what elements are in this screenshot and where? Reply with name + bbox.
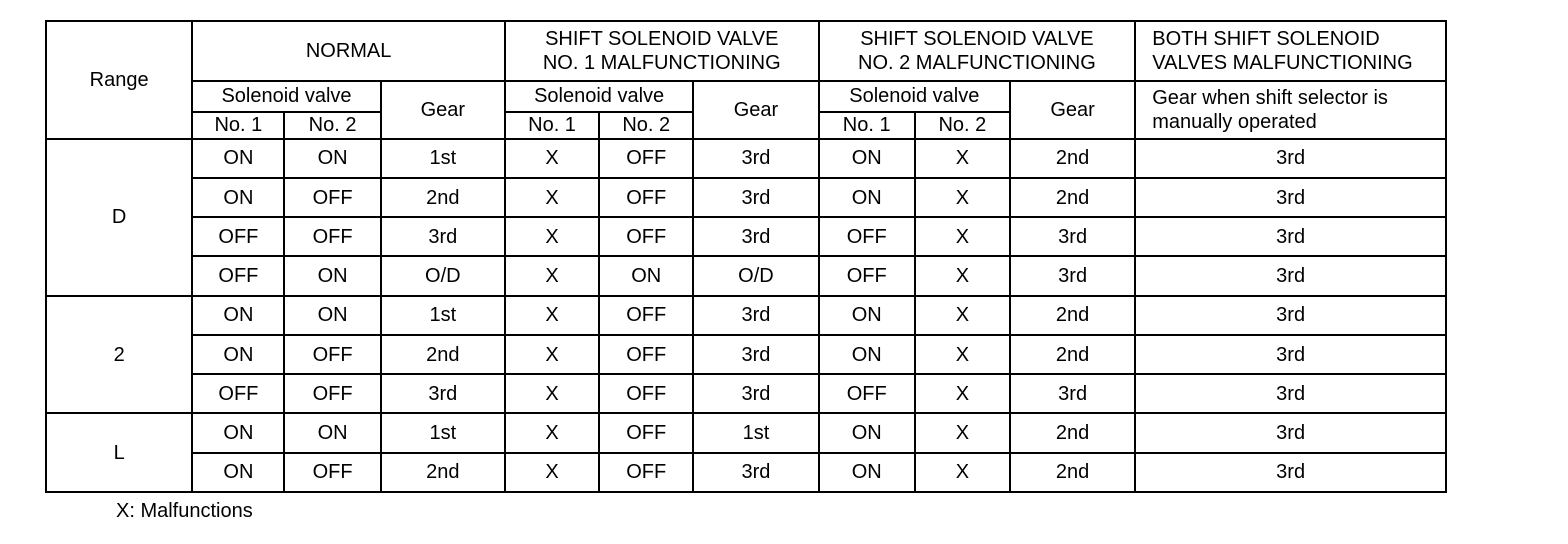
- table-row: [46, 139, 1446, 178]
- valve1-no1-cell: X: [505, 374, 599, 413]
- range-label: D: [46, 139, 192, 296]
- normal-gear-cell: 1st: [381, 296, 505, 335]
- table-row: [46, 413, 1446, 452]
- valve2-no1-cell: OFF: [819, 374, 915, 413]
- valve2-gear-cell: 2nd: [1010, 335, 1135, 374]
- valve2-no1-cell: ON: [819, 178, 915, 217]
- valve1-gear-cell: 3rd: [693, 374, 818, 413]
- normal-solenoid-header: Solenoid valve: [192, 81, 380, 111]
- table-row: [46, 296, 1446, 335]
- valve2-no2-cell: X: [915, 453, 1010, 492]
- valve2-no1-cell: ON: [819, 296, 915, 335]
- normal-no1-cell: ON: [192, 335, 284, 374]
- valve1-solenoid-header: Solenoid valve: [505, 81, 693, 111]
- table-row: [46, 178, 1446, 217]
- valve2-no1-cell: ON: [819, 413, 915, 452]
- valve1-gear-cell: 3rd: [693, 296, 818, 335]
- valve1-no2-cell: OFF: [599, 453, 693, 492]
- valve2-malfunction-header: [819, 21, 1136, 81]
- valve1-no1-cell: X: [505, 256, 599, 295]
- valve2-no2-cell: X: [915, 178, 1010, 217]
- normal-gear-cell: 1st: [381, 413, 505, 452]
- normal-no2-cell: ON: [284, 256, 380, 295]
- valve2-gear-cell: 3rd: [1010, 217, 1135, 256]
- valve2-no1-cell: ON: [819, 453, 915, 492]
- valve1-no1-cell: X: [505, 139, 599, 178]
- table-row: [46, 335, 1446, 374]
- valve2-header-line1: SHIFT SOLENOID VALVE: [860, 28, 1094, 51]
- both-malfunction-header: [1135, 21, 1446, 81]
- manual-gear-cell: 3rd: [1135, 178, 1446, 217]
- valve2-no1-cell: OFF: [819, 217, 915, 256]
- normal-no1-cell: ON: [192, 139, 284, 178]
- normal-no2-cell: OFF: [284, 453, 380, 492]
- normal-no2-cell: ON: [284, 296, 380, 335]
- valve2-no2-cell: X: [915, 335, 1010, 374]
- normal-no1-header: No. 1: [192, 112, 284, 139]
- normal-gear-cell: 2nd: [381, 178, 505, 217]
- normal-header: NORMAL: [192, 21, 505, 81]
- table-row: [46, 217, 1446, 256]
- normal-gear-cell: 1st: [381, 139, 505, 178]
- normal-no2-cell: ON: [284, 139, 380, 178]
- valve1-no1-cell: X: [505, 217, 599, 256]
- valve2-no2-cell: X: [915, 374, 1010, 413]
- manual-gear-cell: 3rd: [1135, 413, 1446, 452]
- manual-gear-cell: 3rd: [1135, 453, 1446, 492]
- valve1-no2-cell: ON: [599, 256, 693, 295]
- valve1-no2-cell: OFF: [599, 296, 693, 335]
- normal-gear-cell: O/D: [381, 256, 505, 295]
- valve1-gear-cell: 3rd: [693, 335, 818, 374]
- valve1-gear-cell: 3rd: [693, 178, 818, 217]
- valve1-gear-cell: 3rd: [693, 139, 818, 178]
- valve2-no2-cell: X: [915, 256, 1010, 295]
- normal-gear-cell: 2nd: [381, 335, 505, 374]
- normal-no1-cell: ON: [192, 453, 284, 492]
- valve2-header-line2: NO. 2 MALFUNCTIONING: [858, 52, 1096, 75]
- manual-gear-cell: 3rd: [1135, 256, 1446, 295]
- normal-no2-cell: OFF: [284, 178, 380, 217]
- valve2-no2-cell: X: [915, 296, 1010, 335]
- valve1-no1-header: No. 1: [505, 112, 599, 139]
- header-row-1: [46, 21, 1446, 81]
- valve1-no2-cell: OFF: [599, 413, 693, 452]
- both-header-line1: BOTH SHIFT SOLENOID: [1152, 28, 1380, 51]
- header-row-2: [46, 81, 1446, 111]
- valve1-no1-cell: X: [505, 453, 599, 492]
- valve2-gear-header: Gear: [1010, 81, 1135, 138]
- valve1-gear-cell: 3rd: [693, 453, 818, 492]
- valve2-gear-cell: 2nd: [1010, 453, 1135, 492]
- manual-gear-cell: 3rd: [1135, 296, 1446, 335]
- valve1-no2-header: No. 2: [599, 112, 693, 139]
- manual-header-line2: manually operated: [1152, 111, 1317, 134]
- valve2-no2-cell: X: [915, 217, 1010, 256]
- valve1-no1-cell: X: [505, 413, 599, 452]
- valve2-no1-cell: OFF: [819, 256, 915, 295]
- valve1-no1-cell: X: [505, 296, 599, 335]
- table-row: [46, 453, 1446, 492]
- footnote: X: Malfunctions: [116, 500, 253, 522]
- normal-no2-cell: OFF: [284, 374, 380, 413]
- valve1-no1-cell: X: [505, 335, 599, 374]
- table-row: [46, 374, 1446, 413]
- valve2-no2-cell: X: [915, 413, 1010, 452]
- valve1-gear-cell: O/D: [693, 256, 818, 295]
- normal-gear-header: Gear: [381, 81, 505, 138]
- valve2-no2-header: No. 2: [915, 112, 1010, 139]
- manual-gear-header: [1135, 81, 1446, 138]
- normal-gear-cell: 3rd: [381, 217, 505, 256]
- valve1-gear-cell: 3rd: [693, 217, 818, 256]
- normal-no2-header: No. 2: [284, 112, 380, 139]
- valve1-gear-cell: 1st: [693, 413, 818, 452]
- valve2-gear-cell: 2nd: [1010, 178, 1135, 217]
- valve2-no1-cell: ON: [819, 335, 915, 374]
- valve1-no2-cell: OFF: [599, 335, 693, 374]
- normal-no2-cell: OFF: [284, 335, 380, 374]
- normal-no1-cell: OFF: [192, 256, 284, 295]
- manual-gear-cell: 3rd: [1135, 335, 1446, 374]
- valve2-gear-cell: 2nd: [1010, 296, 1135, 335]
- valve2-solenoid-header: Solenoid valve: [819, 81, 1010, 111]
- valve2-no1-header: No. 1: [819, 112, 915, 139]
- shift-solenoid-table: [45, 20, 1447, 493]
- valve1-gear-header: Gear: [693, 81, 818, 138]
- valve1-header-line1: SHIFT SOLENOID VALVE: [545, 28, 779, 51]
- normal-no1-cell: OFF: [192, 217, 284, 256]
- normal-no1-cell: ON: [192, 413, 284, 452]
- normal-no2-cell: OFF: [284, 217, 380, 256]
- valve2-gear-cell: 2nd: [1010, 139, 1135, 178]
- both-header-line2: VALVES MALFUNCTIONING: [1152, 52, 1413, 75]
- range-header: Range: [46, 21, 192, 139]
- normal-gear-cell: 2nd: [381, 453, 505, 492]
- valve2-no1-cell: ON: [819, 139, 915, 178]
- valve1-no2-cell: OFF: [599, 374, 693, 413]
- range-label: 2: [46, 296, 192, 414]
- range-label: L: [46, 413, 192, 492]
- valve1-header-line2: NO. 1 MALFUNCTIONING: [542, 52, 781, 75]
- normal-no2-cell: ON: [284, 413, 380, 452]
- manual-gear-cell: 3rd: [1135, 139, 1446, 178]
- normal-no1-cell: OFF: [192, 374, 284, 413]
- valve1-no2-cell: OFF: [599, 217, 693, 256]
- table-row: [46, 256, 1446, 295]
- normal-gear-cell: 3rd: [381, 374, 505, 413]
- manual-header-line1: Gear when shift selector is: [1152, 87, 1388, 110]
- normal-no1-cell: ON: [192, 296, 284, 335]
- manual-gear-cell: 3rd: [1135, 374, 1446, 413]
- valve1-no2-cell: OFF: [599, 178, 693, 217]
- valve2-gear-cell: 3rd: [1010, 256, 1135, 295]
- valve2-gear-cell: 2nd: [1010, 413, 1135, 452]
- manual-gear-cell: 3rd: [1135, 217, 1446, 256]
- normal-no1-cell: ON: [192, 178, 284, 217]
- valve2-gear-cell: 3rd: [1010, 374, 1135, 413]
- valve1-malfunction-header: [505, 21, 819, 81]
- valve1-no2-cell: OFF: [599, 139, 693, 178]
- valve1-no1-cell: X: [505, 178, 599, 217]
- valve2-no2-cell: X: [915, 139, 1010, 178]
